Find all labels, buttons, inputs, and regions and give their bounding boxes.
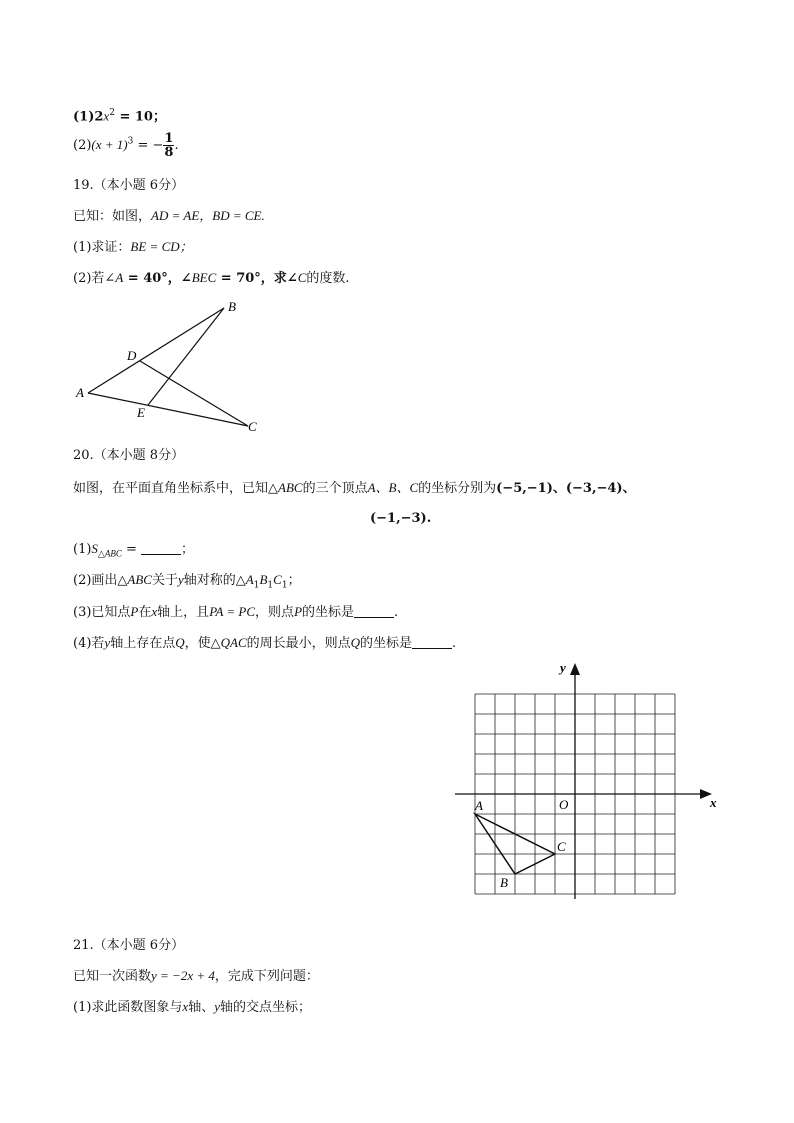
q20-p4-a: (4)若	[73, 636, 105, 651]
q20-p4-g: 的周长最小，则点	[246, 636, 351, 651]
q20-p1-d: ；	[181, 542, 195, 557]
q20-p2-f: A	[245, 572, 254, 587]
q20-p2-c: 关于	[151, 573, 178, 588]
label-E: E	[137, 405, 145, 420]
q19-p2-d: BEC	[191, 270, 217, 285]
q19-p2-c: = 40°，∠	[123, 271, 192, 286]
q20-p3-j: .	[394, 605, 399, 620]
q19-p2-a: (2)若∠	[73, 271, 116, 286]
q21-p1-a: (1)求此函数图象与	[73, 1000, 183, 1015]
q18-p2-end: .	[174, 138, 179, 153]
q19-part1	[73, 238, 193, 257]
y-axis-arrow	[570, 663, 580, 675]
q18-p2-num: 1	[164, 131, 174, 146]
q20-intro-b: ABC	[278, 480, 303, 495]
q20-p4-c: 轴上存在点	[110, 636, 176, 651]
q18-p1-rest: = 10；	[114, 109, 166, 125]
answer-blank	[412, 636, 452, 649]
q20-p3-f: PA = PC	[209, 604, 256, 619]
q19-p2-f: C	[297, 270, 307, 285]
q20-p3-i: 的坐标是	[302, 605, 355, 620]
label-A: A	[76, 385, 84, 400]
q20-p2-h: C	[273, 572, 282, 587]
q19-figure	[60, 292, 280, 437]
q18-part1	[73, 104, 166, 126]
q20-p2-g1: 1	[267, 580, 274, 591]
segment-DC	[140, 361, 248, 426]
q21-intro-b: y = −2x + 4	[151, 968, 215, 983]
q20-p1-b: S	[91, 541, 98, 556]
q19-p1-prefix: (1)求证：	[73, 240, 131, 255]
q20-p3-c: 在	[138, 605, 152, 620]
q20-p4-f: QAC	[220, 635, 247, 650]
point-A-label: A	[475, 798, 483, 813]
q20-coords-2: (−1,−3).	[370, 511, 432, 526]
q20-part1	[73, 540, 194, 563]
q21-intro-c: ，完成下列问题：	[214, 969, 319, 984]
q20-p2-i: ；	[287, 573, 301, 588]
point-B-label: B	[500, 875, 508, 890]
q18-p2-prefix: (2)	[73, 138, 92, 153]
point-C-label: C	[557, 839, 566, 854]
q19-header: 19.（本小题 6分）	[73, 178, 185, 193]
q20-p2-e: 轴对称的△	[183, 573, 246, 588]
q21-intro	[73, 967, 319, 986]
q20-p3-b: P	[130, 604, 139, 619]
q20-intro-c: 的三个顶点	[302, 481, 368, 496]
segment-AB	[88, 308, 224, 393]
q20-p1-c: =	[121, 542, 142, 557]
q21-p1-b: x	[182, 999, 189, 1014]
q18-p2-exp: 3	[127, 136, 134, 147]
segment-EB	[148, 308, 224, 405]
q18-p1-var: x	[103, 108, 110, 124]
q21-p1-c: 轴、	[188, 1000, 215, 1015]
q21-intro-a: 已知一次函数	[73, 969, 152, 984]
q20-p2-g: B	[259, 572, 268, 587]
q21-p1-d: y	[214, 999, 220, 1014]
q18-p2-fraction	[163, 132, 174, 159]
axis-label-y: y	[560, 660, 566, 675]
q18-p2-eq: = −	[133, 138, 164, 153]
answer-blank	[354, 605, 394, 618]
q20-p2-b: ABC	[127, 572, 152, 587]
label-B: B	[228, 299, 236, 314]
label-D: D	[127, 348, 137, 363]
q20-p2-f1: 1	[253, 580, 260, 591]
q21-part1	[73, 998, 311, 1017]
origin-label: O	[559, 797, 569, 812]
q18-part2	[73, 132, 179, 159]
q20-p2-h1: 1	[281, 580, 288, 591]
q20-p1-a: (1)	[73, 542, 92, 557]
q20-intro-e: 的坐标分别为	[418, 481, 497, 496]
q20-part4	[73, 634, 456, 653]
q21-p1-e: 轴的交点坐标；	[220, 1000, 312, 1015]
q19-p2-b: A	[115, 270, 124, 285]
q20-header: 20.（本小题 8分）	[73, 448, 185, 463]
q19-p2-e: = 70°，求∠	[216, 271, 298, 286]
q20-p4-e: ，使△	[184, 636, 221, 651]
q20-p3-a: (3)已知点	[73, 605, 131, 620]
q20-p4-d: Q	[175, 635, 185, 650]
q19-given-math: AD = AE，BD = CE.	[151, 208, 265, 223]
q19-p2-g: 的度数.	[306, 271, 350, 286]
q18-p2-den: 8	[164, 145, 174, 160]
q20-part3	[73, 603, 398, 622]
q20-part2	[73, 571, 301, 595]
q20-p3-g: ，则点	[255, 605, 295, 620]
label-C: C	[248, 419, 257, 434]
q18-p2-expr: (x + 1)	[91, 137, 128, 152]
q19-given	[73, 207, 265, 226]
q20-p2-a: (2)画出△	[73, 573, 128, 588]
q20-intro-a: 如图，在平面直角坐标系中，已知△	[73, 481, 278, 496]
q20-p4-i: 的坐标是	[360, 636, 413, 651]
q18-p1-prefix: (1)2	[73, 109, 104, 125]
q20-p2-d: y	[178, 572, 184, 587]
segment-AC	[88, 393, 248, 426]
axis-label-x: x	[710, 795, 717, 810]
q20-coordinate-grid	[450, 655, 730, 910]
q19-p1-math: BE = CD；	[130, 239, 193, 254]
q20-p4-h: Q	[350, 635, 361, 650]
q19-given-prefix: 已知：如图，	[73, 209, 152, 224]
q20-p3-e: 轴上，且	[157, 605, 210, 620]
q20-p4-b: y	[104, 635, 111, 650]
q18-p1-exp: 2	[109, 108, 115, 118]
q20-intro	[73, 479, 636, 498]
q19-part2	[73, 269, 350, 288]
q20-p1-sub: △ABC	[97, 548, 122, 559]
q20-p3-d: x	[151, 604, 158, 619]
q20-p4-j: .	[452, 636, 457, 651]
answer-blank	[141, 542, 181, 555]
q20-p3-h: P	[294, 604, 303, 619]
q21-header: 21.（本小题 6分）	[73, 938, 185, 953]
q20-coords-1: (−5,−1)、(−3,−4)、	[496, 481, 636, 496]
q20-intro-d: A、B、C	[367, 480, 419, 495]
